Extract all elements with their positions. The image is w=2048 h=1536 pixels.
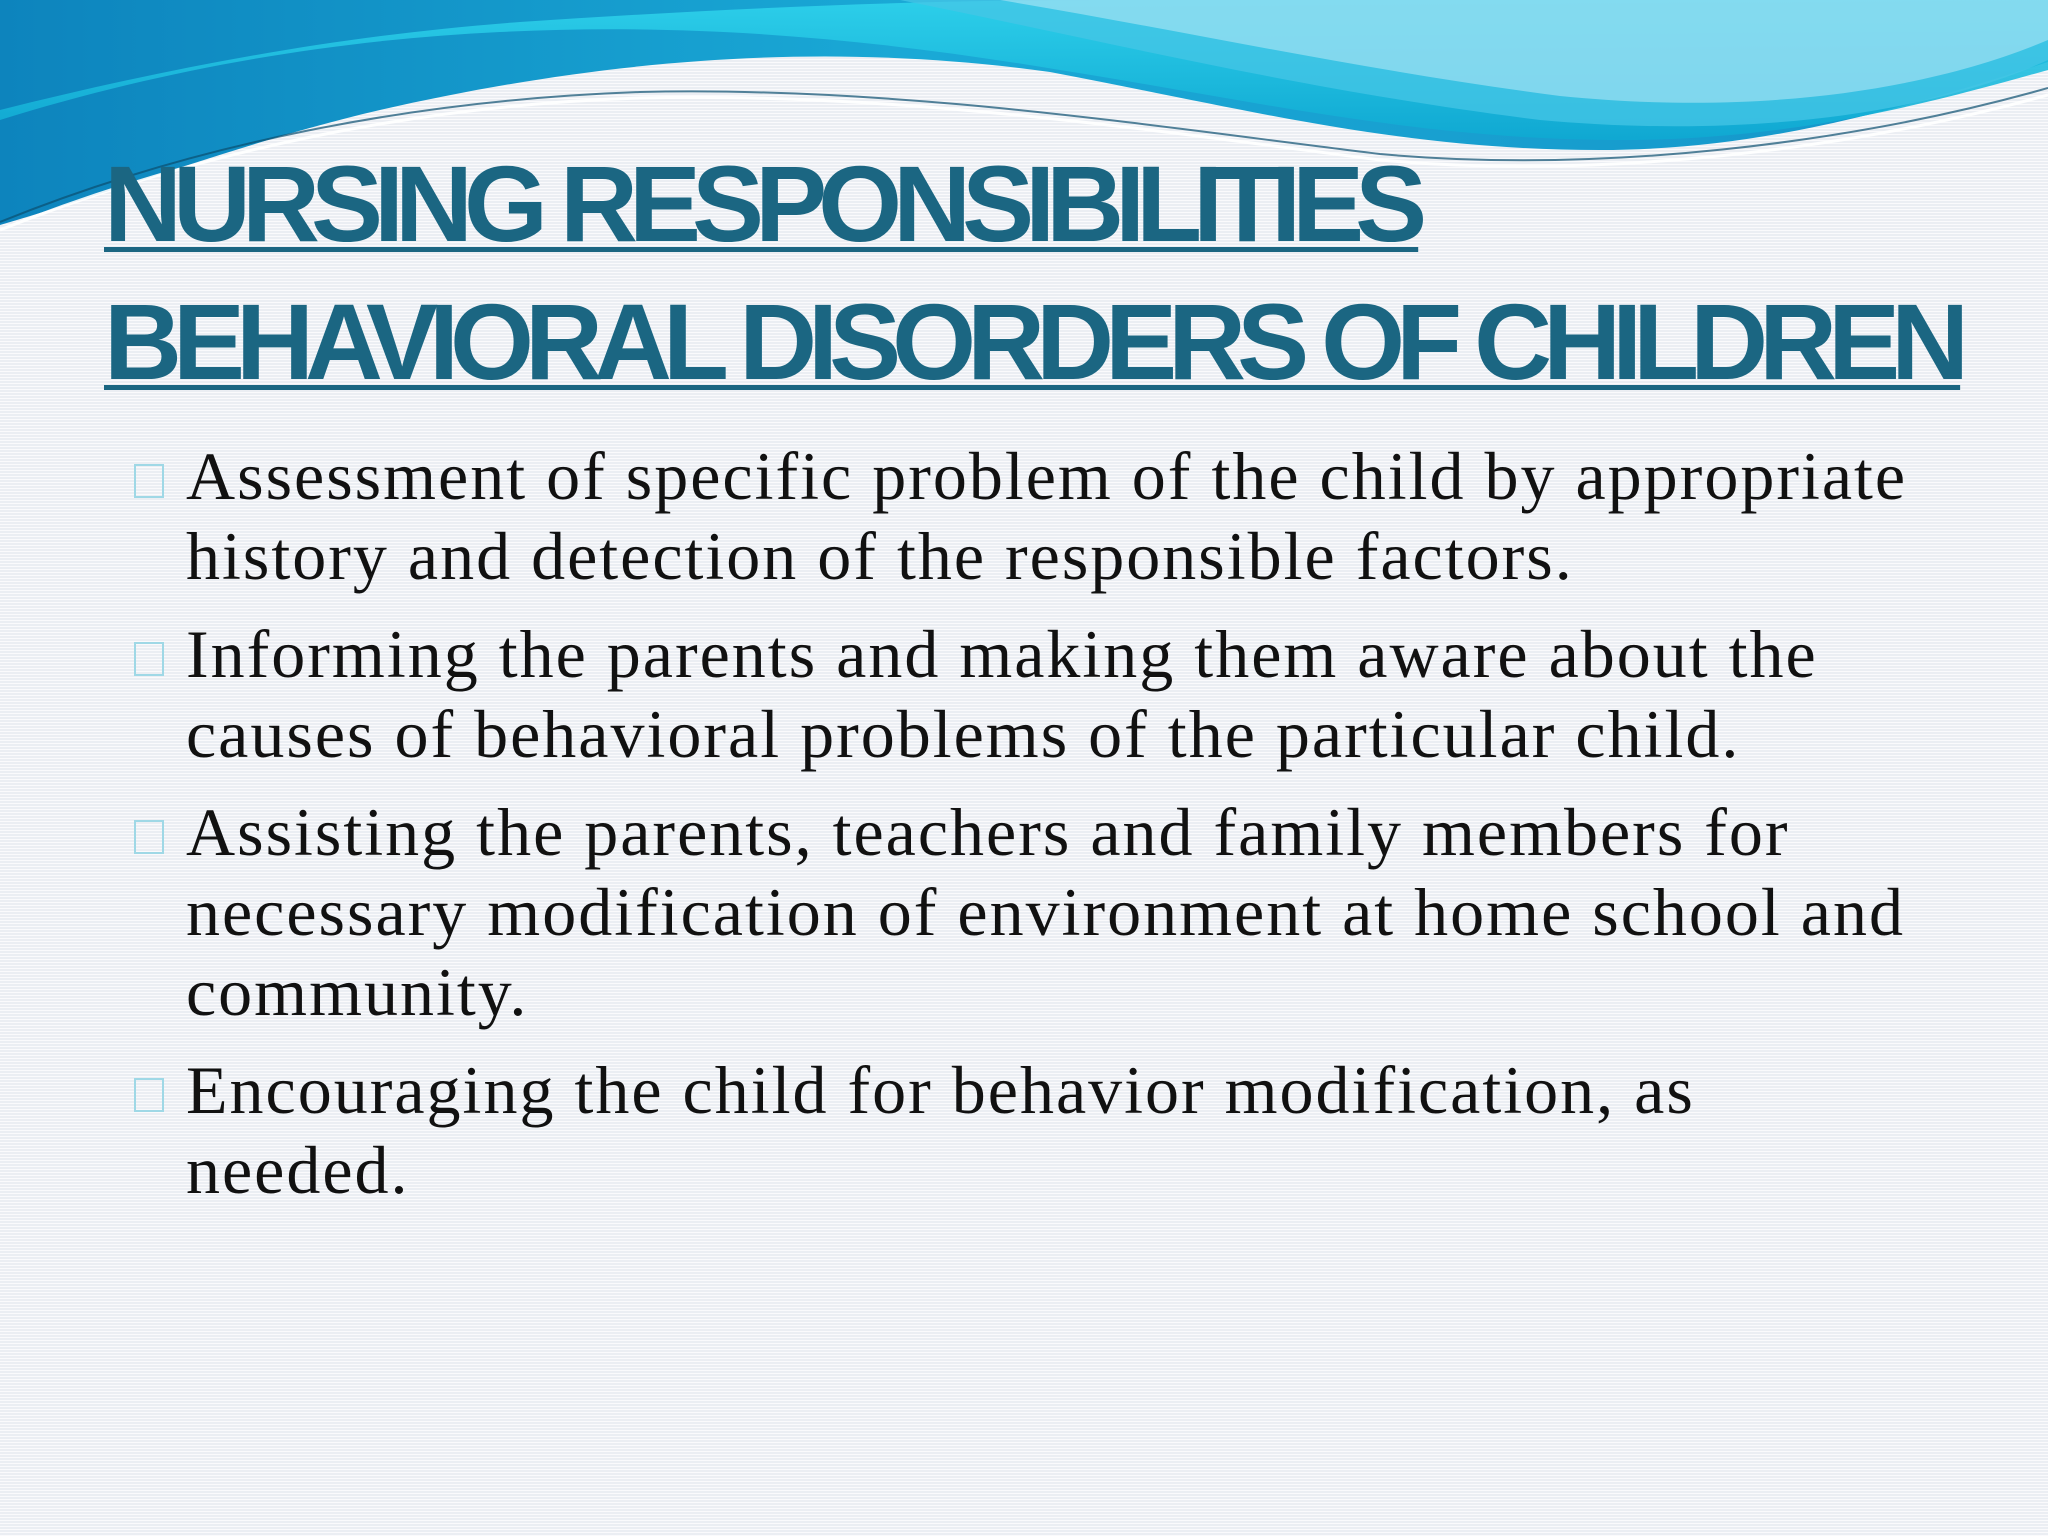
bullet-text: Assessment of specific problem of the child by appropriate history and detection of the responsible factors. — [186, 438, 1908, 594]
bullet-text: Informing the parents and making them aware about the causes of behavioral problems of the particular child. — [186, 616, 1818, 772]
bullet-text: Assisting the parents, teachers and family members for necessary modification of environment at home school and community. — [186, 794, 1905, 1030]
title-line-nursing-responsibilities: NURSING RESPONSIBILITIES — [104, 143, 1419, 264]
bullet-list — [132, 436, 1932, 1228]
bullet-text: Encouraging the child for behavior modification, as needed. — [186, 1052, 1695, 1208]
bullet-item-assisting-parents — [132, 792, 1932, 1032]
bullet-item-informing-parents — [132, 614, 1932, 774]
bullet-item-assessment — [132, 436, 1932, 596]
square-bullet-icon — [134, 820, 164, 854]
square-bullet-icon — [134, 642, 164, 676]
square-bullet-icon — [134, 464, 164, 498]
slide-title — [104, 143, 2004, 402]
bullet-item-encouraging-child — [132, 1050, 1932, 1210]
square-bullet-icon — [134, 1078, 164, 1112]
title-line-behavioral-disorders: BEHAVIORAL DISORDERS OF CHILDREN — [104, 281, 1961, 402]
